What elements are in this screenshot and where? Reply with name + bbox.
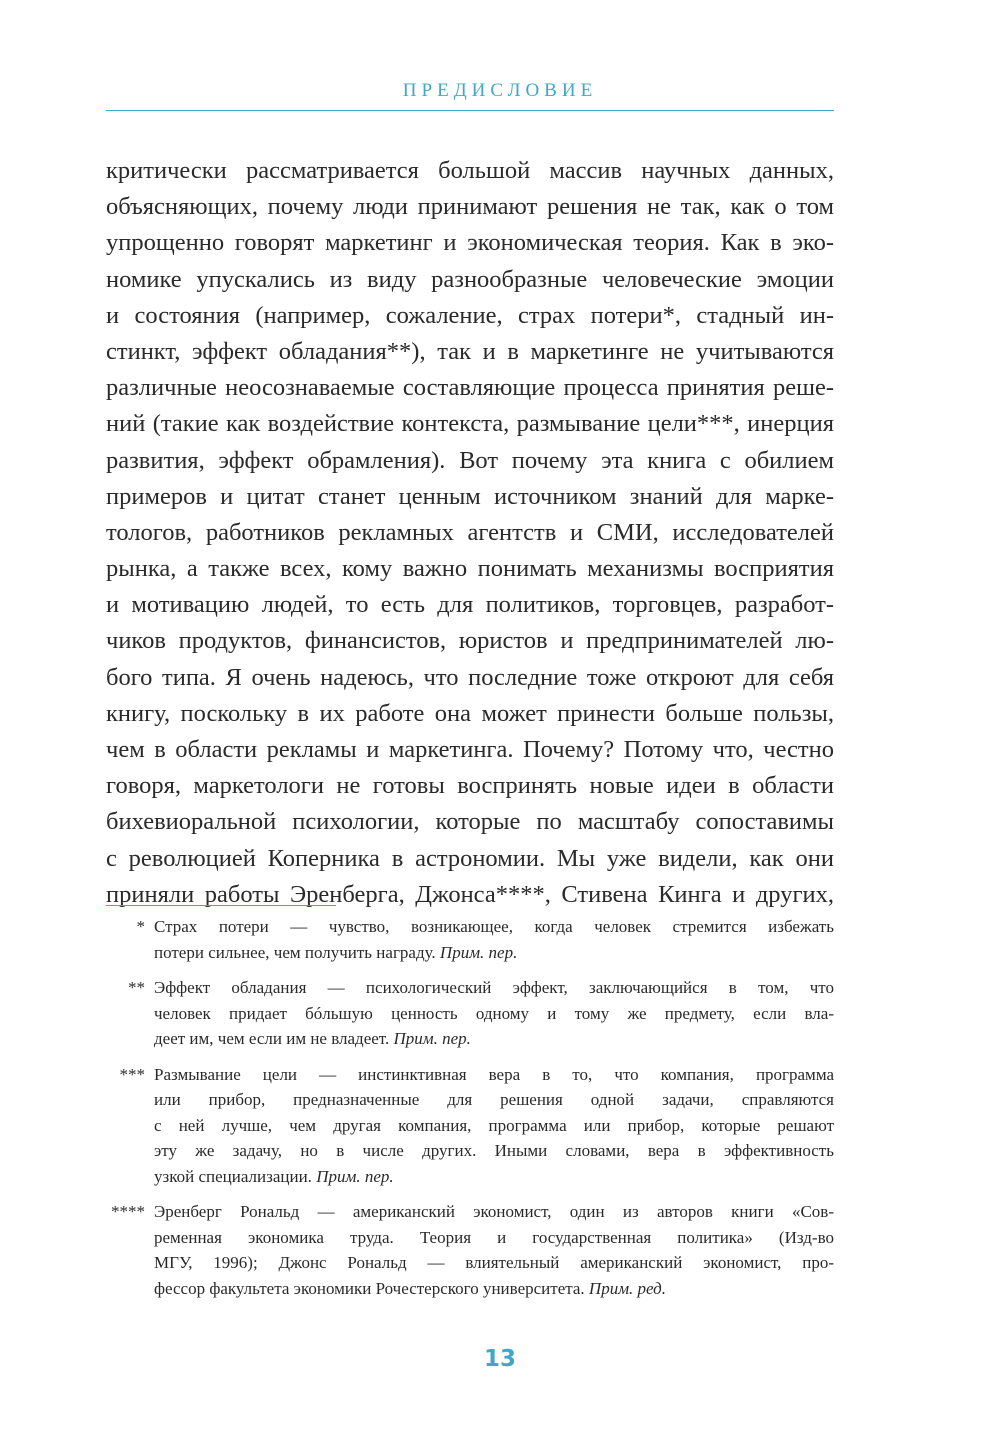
body-line: бого типа. Я очень надеюсь, что последние тоже откроют для себя (106, 663, 834, 691)
body-line: говоря, маркетологи не готовы воспринять новые идеи в области (106, 772, 834, 800)
footnote-line (154, 1026, 834, 1052)
body-line: упрощенно говорят маркетинг и экономическая теория. Как в эко- (106, 229, 834, 257)
page-number: 13 (483, 1346, 516, 1372)
body-line: тологов, работников рекламных агентств и СМИ, исследователей (106, 518, 834, 546)
footnote-text: деет им, чем если им не владеет. (154, 1029, 390, 1048)
body-text (106, 153, 834, 913)
footnote-line (154, 940, 834, 966)
footnote-ehrenberg-jones (106, 1199, 834, 1301)
footnote-note: Прим. пер. (316, 1166, 394, 1186)
footnote-line: Размывание цели — инстинктивная вера в то, что компания, программа (154, 1064, 834, 1084)
footnote-note: Прим. ред. (588, 1278, 667, 1298)
footnote-note: Прим. пер. (439, 942, 518, 962)
footnotes (106, 914, 834, 1311)
footnote-divider (106, 905, 336, 906)
footnote-line (154, 1276, 834, 1302)
footnote-endowment-effect (106, 975, 834, 1052)
body-line: чем в области рекламы и маркетинга. Почему? Потому что, честно (106, 736, 834, 763)
body-line: примеров и цитат станет ценным источником знаний для марке- (106, 482, 834, 510)
footnote-line: Эффект обладания — психологический эффект, заключающийся в том, что (154, 978, 834, 997)
footnote-line: МГУ, 1996); Джонс Рональд — влиятельный американский экономист, про- (154, 1253, 834, 1272)
body-line: и мотивацию людей, то есть для политиков, торговцев, разработ- (106, 591, 834, 619)
footnote-line: ременная экономика труда. Теория и государственная политика» (Изд-во (154, 1227, 834, 1247)
footnote-line: эту же задачу, но в числе других. Иными словами, вера в эффективность (154, 1141, 834, 1160)
body-line: приняли работы Эренберга, Джонса****, Стивена Кинга и других, (106, 880, 834, 908)
header-divider (106, 110, 834, 111)
body-line: ний (такие как воздействие контекста, размывание цели***, инерция (106, 410, 834, 438)
footnote-line: или прибор, предназначенные для решения одной задачи, справляются (154, 1090, 834, 1109)
body-line: различные неосознаваемые составляющие процесса принятия реше- (106, 374, 834, 402)
body-line: стинкт, эффект обладания**), так и в маркетинге не учитываются (106, 337, 834, 365)
footnote-mark: * (136, 917, 145, 936)
body-line: и состояния (например, сожаление, страх потери*, стадный ин- (106, 301, 834, 329)
footnote-loss-aversion (106, 914, 834, 965)
body-line: критически рассматривается большой массив научных данных, (106, 157, 834, 184)
footnote-text: фессор факультета экономики Рочестерского университета. (154, 1278, 585, 1298)
running-head: ПРЕДИСЛОВИЕ (402, 80, 598, 101)
footnote-note: Прим. пер. (393, 1029, 471, 1048)
footnote-line: Эренберг Рональд — американский экономист, один из авторов книги «Сов- (154, 1202, 834, 1221)
body-line: с революцией Коперника в астрономии. Мы уже видели, как они (106, 844, 834, 872)
footnote-mark: **** (111, 1202, 145, 1221)
body-line: объясняющих, почему люди принимают решения не так, как о том (106, 193, 834, 221)
footnote-goal-dilution (106, 1062, 834, 1190)
footnote-line: Страх потери — чувство, возникающее, когда человек стремится избежать (154, 917, 834, 936)
footnote-text: потери сильнее, чем получить награду. (154, 942, 436, 962)
footnote-mark: *** (119, 1064, 145, 1084)
footnote-mark: ** (128, 978, 145, 997)
body-line: книгу, поскольку в их работе она может принести больше пользы, (106, 699, 834, 727)
body-line: бихевиоральной психологии, которые по масштабу сопоставимы (106, 808, 834, 836)
footnote-text: узкой специализации. (154, 1166, 312, 1186)
body-line: чиков продуктов, финансистов, юристов и предпринимателей лю- (106, 627, 834, 655)
footnote-line (154, 1164, 834, 1190)
body-line: номике упускались из виду разнообразные человеческие эмоции (106, 265, 834, 293)
body-line: развития, эффект обрамления). Вот почему эта книга с обилием (106, 446, 834, 474)
footnote-line: с ней лучше, чем другая компания, программа или прибор, которые решают (154, 1115, 834, 1135)
footnote-line: человек придает бóльшую ценность одному и тому же предмету, если вла- (154, 1003, 834, 1023)
body-line: рынка, а также всех, кому важно понимать механизмы восприятия (106, 555, 834, 583)
